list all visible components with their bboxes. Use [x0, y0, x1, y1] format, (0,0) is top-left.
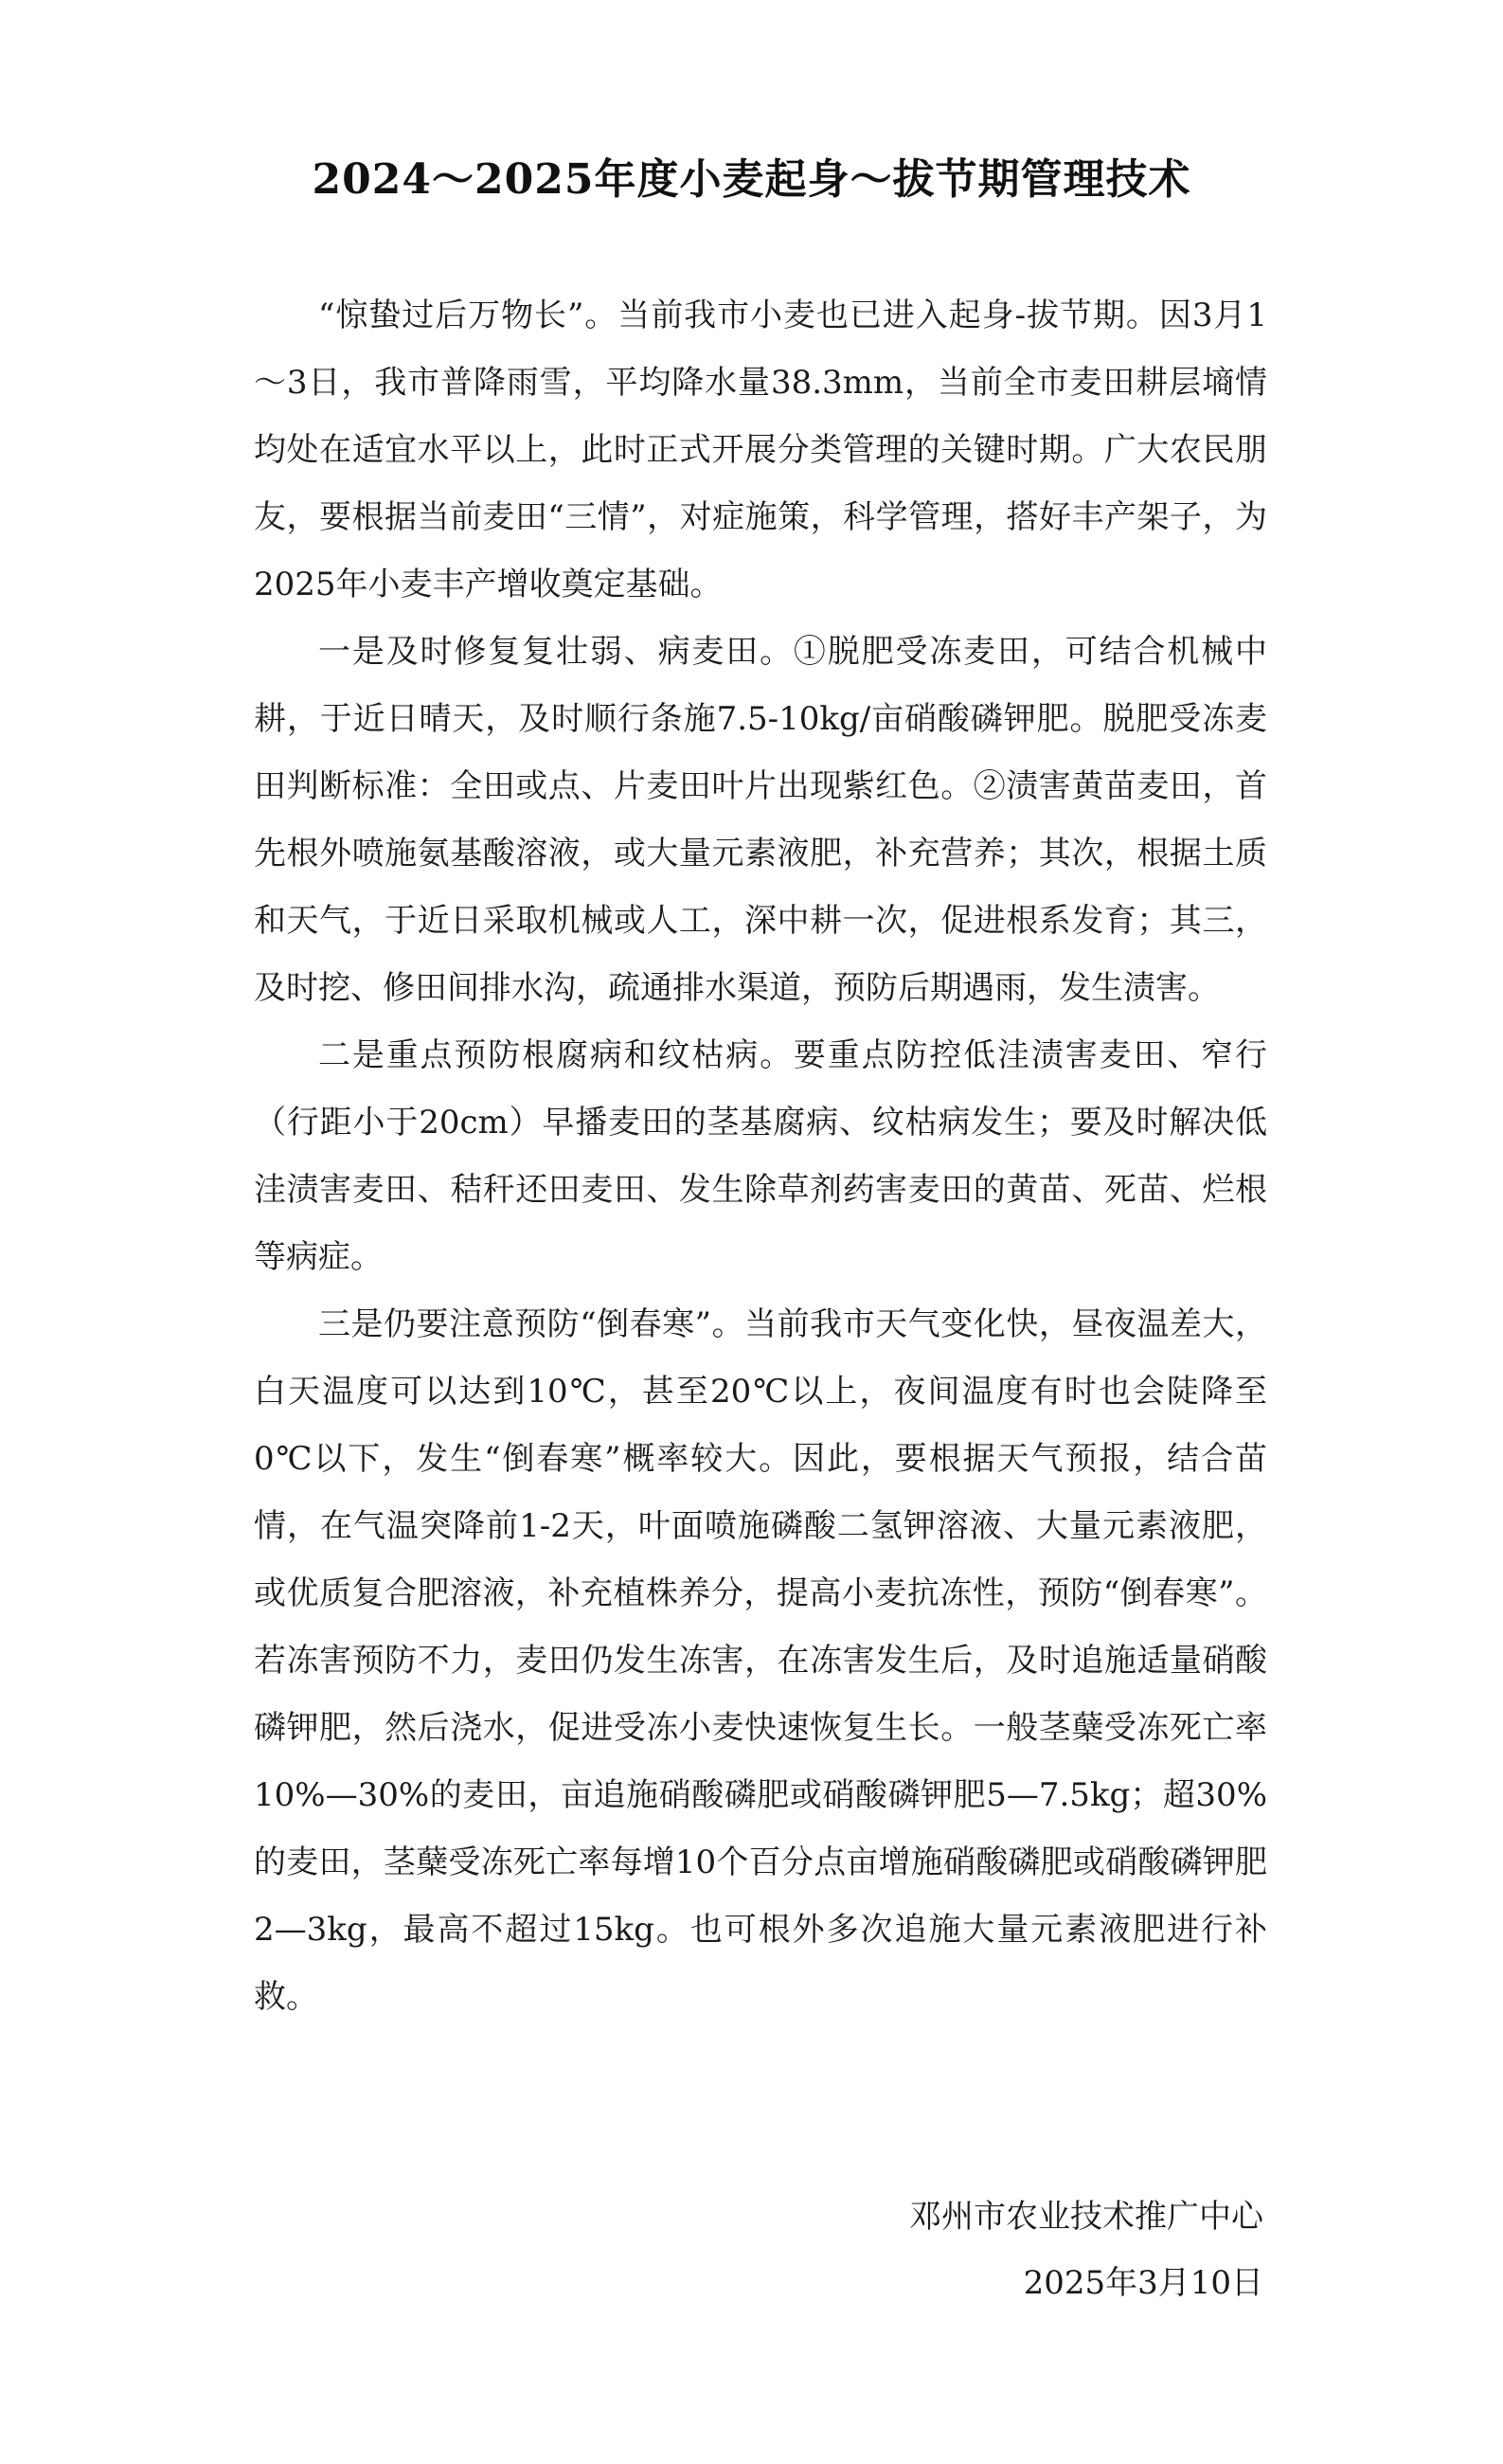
- signature-block: [909, 2184, 1263, 2316]
- paragraph-intro: “惊蛰过后万物长”。当前我市小麦也已进入起身-拔节期。因3月1～3日，我市普降雨雪，平均降水量38.3mm，当前全市麦田耕层墒情均处在适宜水平以上，此时正式开展分类管理的关键时期。广大农民朋友，要根据当前麦田“三情”，对症施策，科学管理，搭好丰产架子，为2025年小麦丰产增收奠定基础。: [254, 297, 1267, 603]
- signature-date: 2025年3月10日: [1023, 2264, 1263, 2302]
- paragraph-point-one: 一是及时修复复壮弱、病麦田。①脱肥受冻麦田，可结合机械中耕，于近日晴天，及时顺行条施7.5-10kg/亩硝酸磷钾肥。脱肥受冻麦田判断标准：全田或点、片麦田叶片出现紫红色。②渍害黄苗麦田，首先根外喷施氨基酸溶液，或大量元素液肥，补充营养；其次，根据土质和天气，于近日采取机械或人工，深中耕一次，促进根系发育；其三，及时挖、修田间排水沟，疏通排水渠道，预防后期遇雨，发生渍害。: [254, 633, 1267, 1007]
- signature-organization: 邓州市农业技术推广中心: [909, 2198, 1263, 2236]
- paragraph-point-two: 二是重点预防根腐病和纹枯病。要重点防控低洼渍害麦田、窄行（行距小于20cm）早播麦田的茎基腐病、纹枯病发生；要及时解决低洼渍害麦田、秸秆还田麦田、发生除草剂药害麦田的黄苗、死苗、烂根等病症。: [254, 1036, 1267, 1276]
- document-title: 2024～2025年度小麦起身～拔节期管理技术: [312, 155, 1191, 204]
- document-body: [254, 282, 1267, 2031]
- paragraph-point-three: 三是仍要注意预防“倒春寒”。当前我市天气变化快，昼夜温差大，白天温度可以达到10℃，甚至20℃以上，夜间温度有时也会陡降至0℃以下，发生“倒春寒”概率较大。因此，要根据天气预报，结合苗情，在气温突降前1-2天，叶面喷施磷酸二氢钾溶液、大量元素液肥，或优质复合肥溶液，补充植株养分，提高小麦抗冻性，预防“倒春寒”。若冻害预防不力，麦田仍发生冻害，在冻害发生后，及时追施适量硝酸磷钾肥，然后浇水，促进受冻小麦快速恢复生长。一般茎蘖受冻死亡率10%—30%的麦田，亩追施硝酸磷肥或硝酸磷钾肥5—7.5kg；超30%的麦田，茎蘖受冻死亡率每增10个百分点亩增施硝酸磷肥或硝酸磷钾肥2—3kg，最高不超过15kg。也可根外多次追施大量元素液肥进行补救。: [254, 1305, 1267, 2016]
